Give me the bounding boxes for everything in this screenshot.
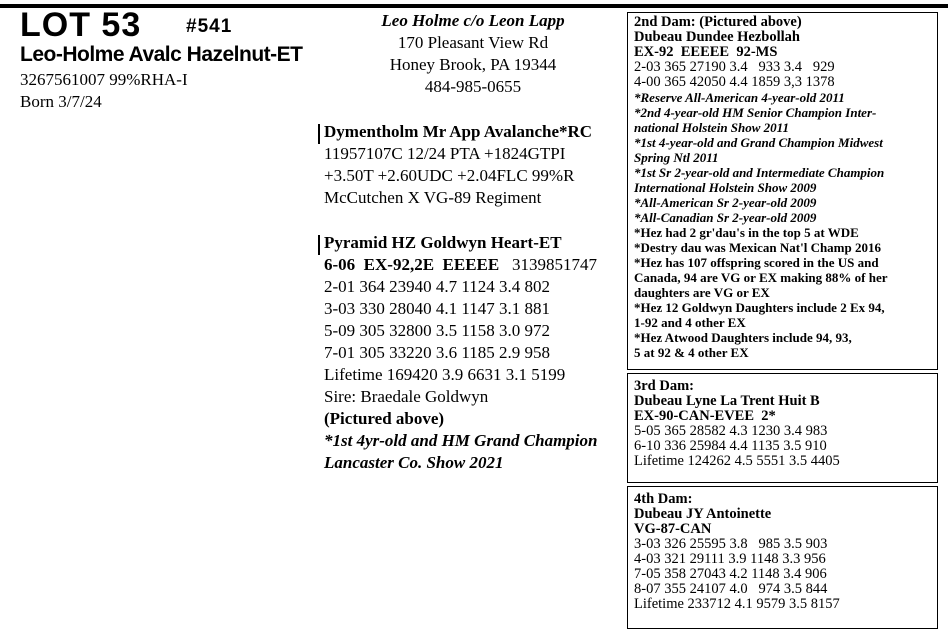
fourth-dam-lifetime: Lifetime 233712 4.1 9579 3.5 8157 bbox=[634, 596, 840, 612]
fourth-dam-record: 3-03 326 25595 3.8 985 3.5 903 bbox=[634, 536, 828, 552]
second-dam-fact: 5 at 92 & 4 other EX bbox=[634, 345, 749, 360]
fourth-dam-classification: VG-87-CAN bbox=[634, 521, 712, 537]
sire-line: McCutchen X VG-89 Regiment bbox=[324, 188, 542, 207]
second-dam-box bbox=[627, 12, 938, 370]
registration: 3267561007 99%RHA-I bbox=[20, 70, 188, 89]
dam-registration: 3139851747 bbox=[511, 255, 597, 274]
dam-sire: Sire: Braedale Goldwyn bbox=[324, 387, 489, 406]
lot-label: LOT 53 bbox=[20, 6, 142, 44]
dam-classification: 6-06 EX-92,2E EEEEE bbox=[324, 255, 500, 274]
third-dam-box bbox=[627, 373, 938, 483]
consignor-block bbox=[360, 10, 586, 98]
sire-block bbox=[324, 121, 592, 209]
third-dam-record: 5-05 365 28582 4.3 1230 3.4 983 bbox=[634, 423, 828, 439]
second-dam-record: 2-03 365 27190 3.4 933 3.4 929 bbox=[634, 59, 835, 75]
second-dam-note: *Reserve All-American 4-year-old 2011 bbox=[634, 90, 845, 105]
second-dam-name: Dubeau Dundee Hezbollah bbox=[634, 29, 800, 45]
top-rule bbox=[0, 4, 948, 8]
dam-honor: Lancaster Co. Show 2021 bbox=[324, 453, 504, 472]
sire-bracket bbox=[318, 124, 320, 144]
second-dam-fact: 1-92 and 4 other EX bbox=[634, 315, 746, 330]
second-dam-note: *1st Sr 2-year-old and Intermediate Champion bbox=[634, 165, 885, 180]
sire-line: 11957107C 12/24 PTA +1824GTPI bbox=[324, 144, 566, 163]
sire-line: +3.50T +2.60UDC +2.04FLC 99%R bbox=[324, 166, 575, 185]
animal-name: Leo-Holme Avalc Hazelnut-ET bbox=[20, 43, 303, 66]
dam-name: Pyramid HZ Goldwyn Heart-ET bbox=[324, 233, 562, 252]
third-dam-name: Dubeau Lyne La Trent Huit B bbox=[634, 393, 820, 409]
dam-lifetime: Lifetime 169420 3.9 6631 3.1 5199 bbox=[324, 365, 566, 384]
second-dam-fact: Canada, 94 are VG or EX making 88% of her bbox=[634, 270, 888, 285]
second-dam-fact: *Hez 12 Goldwyn Daughters include 2 Ex 94, bbox=[634, 300, 885, 315]
dam-pictured-note: (Pictured above) bbox=[324, 409, 445, 428]
second-dam-fact: *Hez had 2 gr'dau's in the top 5 at WDE bbox=[634, 225, 859, 240]
second-dam-note: *2nd 4-year-old HM Senior Champion Inter- bbox=[634, 105, 877, 120]
dam-record: 5-09 305 32800 3.5 1158 3.0 972 bbox=[324, 321, 551, 340]
dam-honor: *1st 4yr-old and HM Grand Champion bbox=[324, 431, 598, 450]
second-dam-record: 4-00 365 42050 4.4 1859 3,3 1378 bbox=[634, 74, 835, 90]
second-dam-note: *1st 4-year-old and Grand Champion Midwest bbox=[634, 135, 883, 150]
second-dam-fact: *Destry dau was Mexican Nat'l Champ 2016 bbox=[634, 240, 881, 255]
second-dam-classification: EX-92 EEEEE 92-MS bbox=[634, 44, 778, 60]
consignor-address-line1: 170 Pleasant View Rd bbox=[397, 33, 549, 52]
fourth-dam-box bbox=[627, 486, 938, 629]
second-dam-note: national Holstein Show 2011 bbox=[634, 120, 789, 135]
dam-bracket bbox=[318, 235, 320, 255]
second-dam-note: Spring Ntl 2011 bbox=[634, 150, 719, 165]
second-dam-fact: *Hez has 107 offspring scored in the US and bbox=[634, 255, 879, 270]
birth-date: Born 3/7/24 bbox=[20, 92, 102, 111]
second-dam-note: International Holstein Show 2009 bbox=[634, 180, 817, 195]
second-dam-fact: daughters are VG or EX bbox=[634, 285, 770, 300]
fourth-dam-record: 4-03 321 29111 3.9 1148 3.3 956 bbox=[634, 551, 826, 567]
fourth-dam-name: Dubeau JY Antoinette bbox=[634, 506, 772, 522]
sire-name: Dymentholm Mr App Avalanche*RC bbox=[324, 122, 593, 141]
third-dam-lifetime: Lifetime 124262 4.5 5551 3.5 4405 bbox=[634, 453, 840, 469]
second-dam-fact: *Hez Atwood Daughters include 94, 93, bbox=[634, 330, 852, 345]
third-dam-title: 3rd Dam: bbox=[634, 378, 695, 394]
fourth-dam-record: 7-05 358 27043 4.2 1148 3.4 906 bbox=[634, 566, 827, 582]
second-dam-note: *All-American Sr 2-year-old 2009 bbox=[634, 195, 817, 210]
consignor-phone: 484-985-0655 bbox=[424, 77, 522, 96]
fourth-dam-title: 4th Dam: bbox=[634, 491, 693, 507]
dam-record: 2-01 364 23940 4.7 1124 3.4 802 bbox=[324, 277, 551, 296]
third-dam-record: 6-10 336 25984 4.4 1135 3.5 910 bbox=[634, 438, 827, 454]
consignor-address-line2: Honey Brook, PA 19344 bbox=[389, 55, 557, 74]
lot-number: #541 bbox=[186, 16, 233, 37]
third-dam-classification: EX-90-CAN-EVEE 2* bbox=[634, 408, 776, 424]
dam-classification-row bbox=[324, 254, 597, 276]
second-dam-title: 2nd Dam: (Pictured above) bbox=[634, 14, 802, 30]
consignor-name: Leo Holme c/o Leon Lapp bbox=[381, 11, 565, 30]
dam-record: 3-03 330 28040 4.1 1147 3.1 881 bbox=[324, 299, 551, 318]
fourth-dam-record: 8-07 355 24107 4.0 974 3.5 844 bbox=[634, 581, 828, 597]
second-dam-note: *All-Canadian Sr 2-year-old 2009 bbox=[634, 210, 817, 225]
dam-block bbox=[324, 232, 597, 474]
dam-record: 7-01 305 33220 3.6 1185 2.9 958 bbox=[324, 343, 551, 362]
